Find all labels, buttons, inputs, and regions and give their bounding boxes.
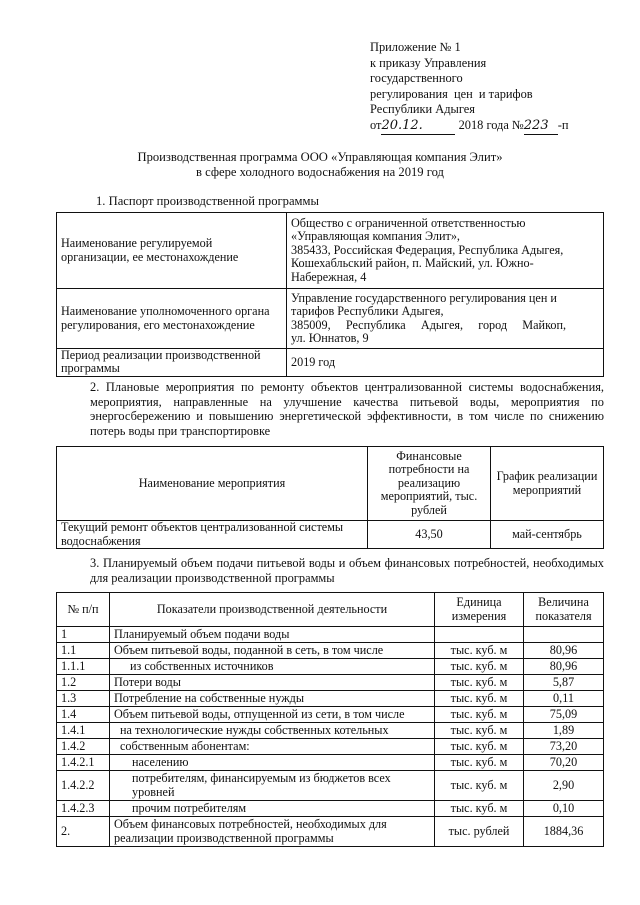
appendix-line: регулирования цен и тарифов: [370, 86, 533, 101]
row-unit: [435, 627, 524, 643]
title-line-2: в сфере холодного водоснабжения на 2019 год: [196, 165, 444, 180]
passport-value: [287, 349, 604, 377]
appendix-line: Приложение № 1: [370, 40, 461, 54]
section3-text: [56, 556, 604, 585]
passport-table: [56, 212, 604, 377]
table-row: [57, 801, 604, 817]
row-number: 1.1: [57, 643, 110, 659]
row-value: 1,89: [524, 723, 604, 739]
table-row: [57, 627, 604, 643]
row-value: 2,90: [524, 771, 604, 801]
measure-name: Текущий ремонт объектов централизованной системы водоснабжения: [57, 521, 368, 549]
title-line-1: Производственная программа ООО «Управляющая компания Элит»: [137, 150, 503, 164]
row-value: 1884,36: [524, 817, 604, 847]
row-name: населению: [110, 755, 435, 771]
row-name: прочим потребителям: [110, 801, 435, 817]
table-row: [57, 289, 604, 349]
row-value: 73,20: [524, 739, 604, 755]
number-suffix: -п: [557, 117, 569, 132]
indicators-table: [56, 592, 604, 847]
passport-value: [287, 289, 604, 349]
row-number: 1.1.1: [57, 659, 110, 675]
row-number: 2.: [57, 817, 110, 847]
row-number: 1.4.2: [57, 739, 110, 755]
value-line: 385433, Российская Федерация, Республика Адыгея,: [291, 242, 564, 257]
row-name: Объем питьевой воды, отпущенной из сети, в том числе: [110, 707, 435, 723]
row-value: [524, 627, 604, 643]
value-line: Кошехабльский район, п. Майский, ул. Южно-: [291, 256, 534, 271]
header-cell: Финансовые потребности на реализацию мероприятий, тыс. рублей: [368, 447, 491, 521]
year-label: 2018 года №: [458, 117, 524, 132]
row-number: 1.4.1: [57, 723, 110, 739]
row-name: Планируемый объем подачи воды: [110, 627, 435, 643]
row-unit: тыс. куб. м: [435, 675, 524, 691]
row-value: 0,10: [524, 801, 604, 817]
row-name: Потери воды: [110, 675, 435, 691]
measure-value: 43,50: [368, 521, 491, 549]
section1-heading: 1. Паспорт производственной программы: [96, 194, 319, 208]
appendix-line: Республики Адыгея: [370, 102, 475, 117]
row-name: на технологические нужды собственных котельных: [110, 723, 435, 739]
row-unit: тыс. рублей: [435, 817, 524, 847]
table-row: [57, 817, 604, 847]
row-unit: тыс. куб. м: [435, 643, 524, 659]
row-unit: тыс. куб. м: [435, 659, 524, 675]
table-header-row: [57, 447, 604, 521]
row-unit: тыс. куб. м: [435, 755, 524, 771]
row-unit: тыс. куб. м: [435, 723, 524, 739]
row-value: 0,11: [524, 691, 604, 707]
table-row: [57, 643, 604, 659]
row-number: 1.3: [57, 691, 110, 707]
row-name: Объем питьевой воды, поданной в сеть, в том числе: [110, 643, 435, 659]
row-unit: тыс. куб. м: [435, 771, 524, 801]
value-line: тарифов Республики Адыгея,: [291, 304, 444, 319]
row-unit: тыс. куб. м: [435, 801, 524, 817]
header-cell: Единица измерения: [435, 593, 524, 627]
value-line: ул. Юннатов, 9: [291, 330, 369, 345]
appendix-line: государственного: [370, 71, 463, 86]
header-cell: Показатели производственной деятельности: [110, 593, 435, 627]
table-row: [57, 659, 604, 675]
row-value: 75,09: [524, 707, 604, 723]
row-value: 70,20: [524, 755, 604, 771]
document-title: [0, 150, 640, 181]
value-line: 2019 год: [291, 354, 336, 369]
table-row: [57, 723, 604, 739]
value-line: «Управляющая компания Элит»,: [291, 229, 460, 244]
passport-label: Период реализации производственной программы: [57, 349, 287, 377]
row-value: 80,96: [524, 643, 604, 659]
table-row: [57, 213, 604, 289]
row-unit: тыс. куб. м: [435, 707, 524, 723]
measure-schedule: май-сентябрь: [491, 521, 604, 549]
section3-paragraph: 3. Планируемый объем подачи питьевой воды и объем финансовых потребностей, необходимых для реализации производственной программы: [90, 556, 604, 585]
row-unit: тыс. куб. м: [435, 691, 524, 707]
table-row: [57, 771, 604, 801]
header-cell: График реализации мероприятий: [491, 447, 604, 521]
row-name: из собственных источников: [110, 659, 435, 675]
row-unit: тыс. куб. м: [435, 739, 524, 755]
passport-label: Наименование уполномоченного органа регулирования, его местонахождение: [57, 289, 287, 349]
handwritten-date: 20.12.: [381, 118, 455, 135]
section2-paragraph: 2. Плановые мероприятия по ремонту объектов централизованной системы водоснабжения, мероприятия, направленные на улучшение качества питьевой воды, мероприятия по энергосбережению и повышению энергетической эффективности, в том числе по снижению потерь воды при транспортировке: [90, 380, 604, 438]
table-row: [57, 521, 604, 549]
header-cell: Наименование мероприятия: [57, 447, 368, 521]
row-number: 1.4.2.1: [57, 755, 110, 771]
value-line: 385009, Республика Адыгея, город Майкоп,: [291, 317, 567, 332]
table-header-row: [57, 593, 604, 627]
section2-text: [56, 380, 604, 438]
row-number: 1.4.2.2: [57, 771, 110, 801]
table-row: [57, 675, 604, 691]
table-row: [57, 755, 604, 771]
table-row: [57, 691, 604, 707]
appendix-line: к приказу Управления: [370, 55, 487, 70]
row-name: Потребление на собственные нужды: [110, 691, 435, 707]
row-number: 1: [57, 627, 110, 643]
measures-table: [56, 446, 604, 549]
row-number: 1.4.2.3: [57, 801, 110, 817]
value-line: Общество с ограниченной ответственностью: [291, 215, 526, 230]
appendix-date-line: [370, 118, 620, 135]
table-row: [57, 707, 604, 723]
row-value: 80,96: [524, 659, 604, 675]
row-name: Объем финансовых потребностей, необходимых для реализации производственной программы: [110, 817, 435, 847]
passport-label: Наименование регулируемой организации, ее местонахождение: [57, 213, 287, 289]
appendix-block: [370, 40, 620, 135]
row-value: 5,87: [524, 675, 604, 691]
header-cell: Величина показателя: [524, 593, 604, 627]
row-number: 1.4: [57, 707, 110, 723]
row-name: потребителям, финансируемым из бюджетов всех уровней: [110, 771, 435, 801]
from-label: от: [370, 117, 382, 132]
value-line: Управление государственного регулирования цен и: [291, 290, 557, 305]
passport-value: [287, 213, 604, 289]
handwritten-number: 223: [524, 118, 558, 135]
table-row: [57, 739, 604, 755]
header-cell: № п/п: [57, 593, 110, 627]
value-line: Набережная, 4: [291, 269, 367, 284]
row-number: 1.2: [57, 675, 110, 691]
table-row: [57, 349, 604, 377]
row-name: собственным абонентам:: [110, 739, 435, 755]
